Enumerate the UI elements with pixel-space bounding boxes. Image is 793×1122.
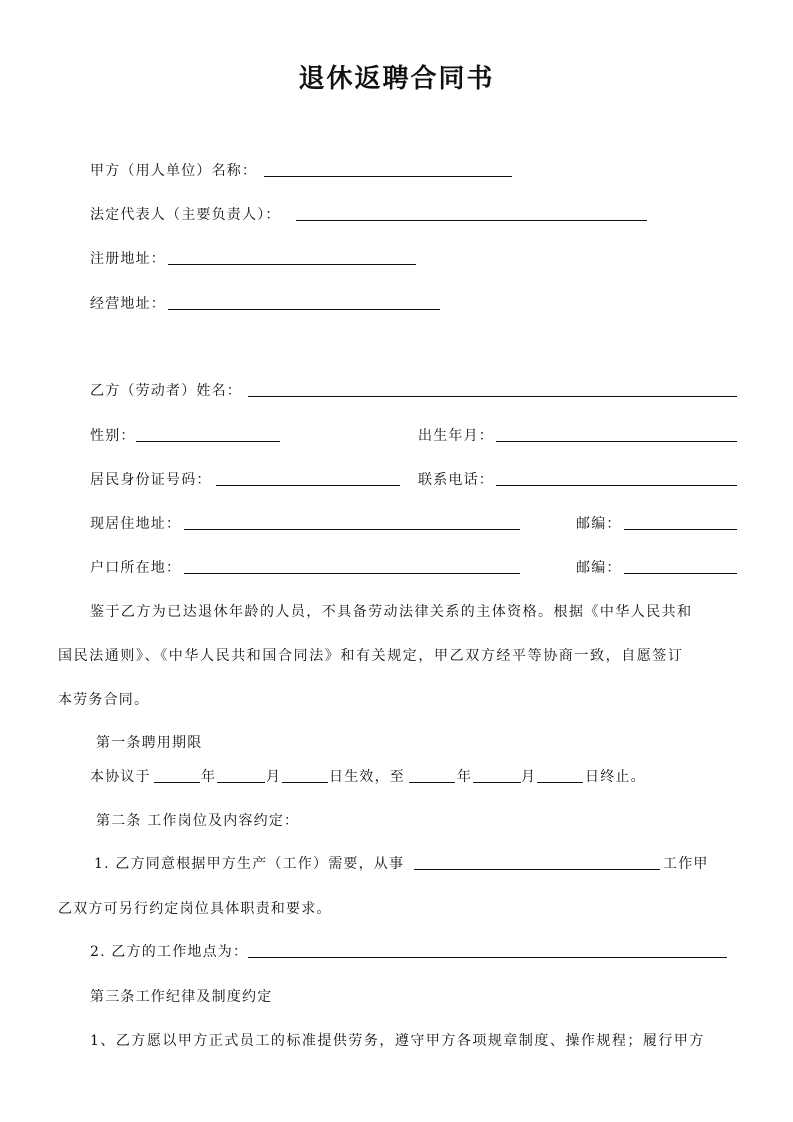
end-day-field[interactable] [537,782,583,783]
article-3-item-1: 1、乙方愿以甲方正式员工的标准提供劳务，遵守甲方各项规章制度、操作规程；履行甲方 [90,1033,705,1049]
start-month-field[interactable] [217,782,265,783]
reg-address-field[interactable] [168,264,416,265]
end-year-field[interactable] [409,782,455,783]
reg-address-label: 注册地址： [90,251,166,267]
article-2-item-1-cont: 乙双方可另行约定岗位具体职责和要求。 [58,901,332,917]
id-number-field[interactable] [216,485,400,486]
gender-field[interactable] [136,441,280,442]
article-2-heading: 第二条 工作岗位及内容约定： [96,813,300,829]
biz-address-label: 经营地址： [90,296,166,312]
postcode-label-1: 邮编： [576,516,622,532]
gender-label: 性别： [90,428,136,444]
party-b-name-field[interactable] [248,396,737,397]
end-month-field[interactable] [473,782,521,783]
birth-label: 出生年月： [418,428,494,444]
party-b-name-label: 乙方（劳动者）姓名： [90,383,242,399]
end-label: 日终止。 [585,769,646,785]
postcode-field-1[interactable] [624,529,737,530]
article-2-item-1-prefix: 1. 乙方同意根据甲方生产（工作）需要，从事 [94,856,405,872]
id-number-label: 居民身份证号码： [90,472,212,488]
preamble-line-2: 国民法通则》、《中华人民共和国合同法》和有关规定，甲乙双方经平等协商一致，自愿签订 [58,648,684,664]
article-3-heading: 第三条工作纪律及制度约定 [90,989,273,1005]
hukou-label: 户口所在地： [90,560,182,576]
current-address-field[interactable] [184,529,520,530]
end-month-label: 月 [521,769,535,785]
legal-rep-field[interactable] [296,220,647,221]
hukou-field[interactable] [184,573,520,574]
page-title: 退休返聘合同书 [298,64,495,94]
work-location-field[interactable] [248,957,727,958]
article-1-heading: 第一条聘用期限 [96,735,203,751]
party-a-name-label: 甲方（用人单位）名称： [90,163,258,179]
birth-field[interactable] [496,441,737,442]
article-2-item-1-suffix: 工作甲 [663,856,709,872]
end-year-label: 年 [457,769,471,785]
phone-field[interactable] [496,485,737,486]
start-year-label: 年 [201,769,215,785]
start-month-label: 月 [266,769,280,785]
current-address-label: 现居住地址： [90,516,182,532]
party-a-name-field[interactable] [264,176,512,177]
preamble-line-3: 本劳务合同。 [58,692,150,708]
biz-address-field[interactable] [168,309,440,310]
term-prefix: 本协议于 [90,769,151,785]
start-day-field[interactable] [282,782,328,783]
postcode-label-2: 邮编： [576,560,622,576]
start-effective-label: 日生效，至 [329,769,405,785]
job-content-field[interactable] [414,869,660,870]
legal-rep-label: 法定代表人（主要负责人）： [90,207,281,223]
start-year-field[interactable] [154,782,200,783]
postcode-field-2[interactable] [624,573,737,574]
work-location-label: 2. 乙方的工作地点为： [90,944,249,960]
preamble-line-1: 鉴于乙方为已达退休年龄的人员，不具备劳动法律关系的主体资格。根据《中华人民共和 [90,604,693,620]
phone-label: 联系电话： [418,472,494,488]
